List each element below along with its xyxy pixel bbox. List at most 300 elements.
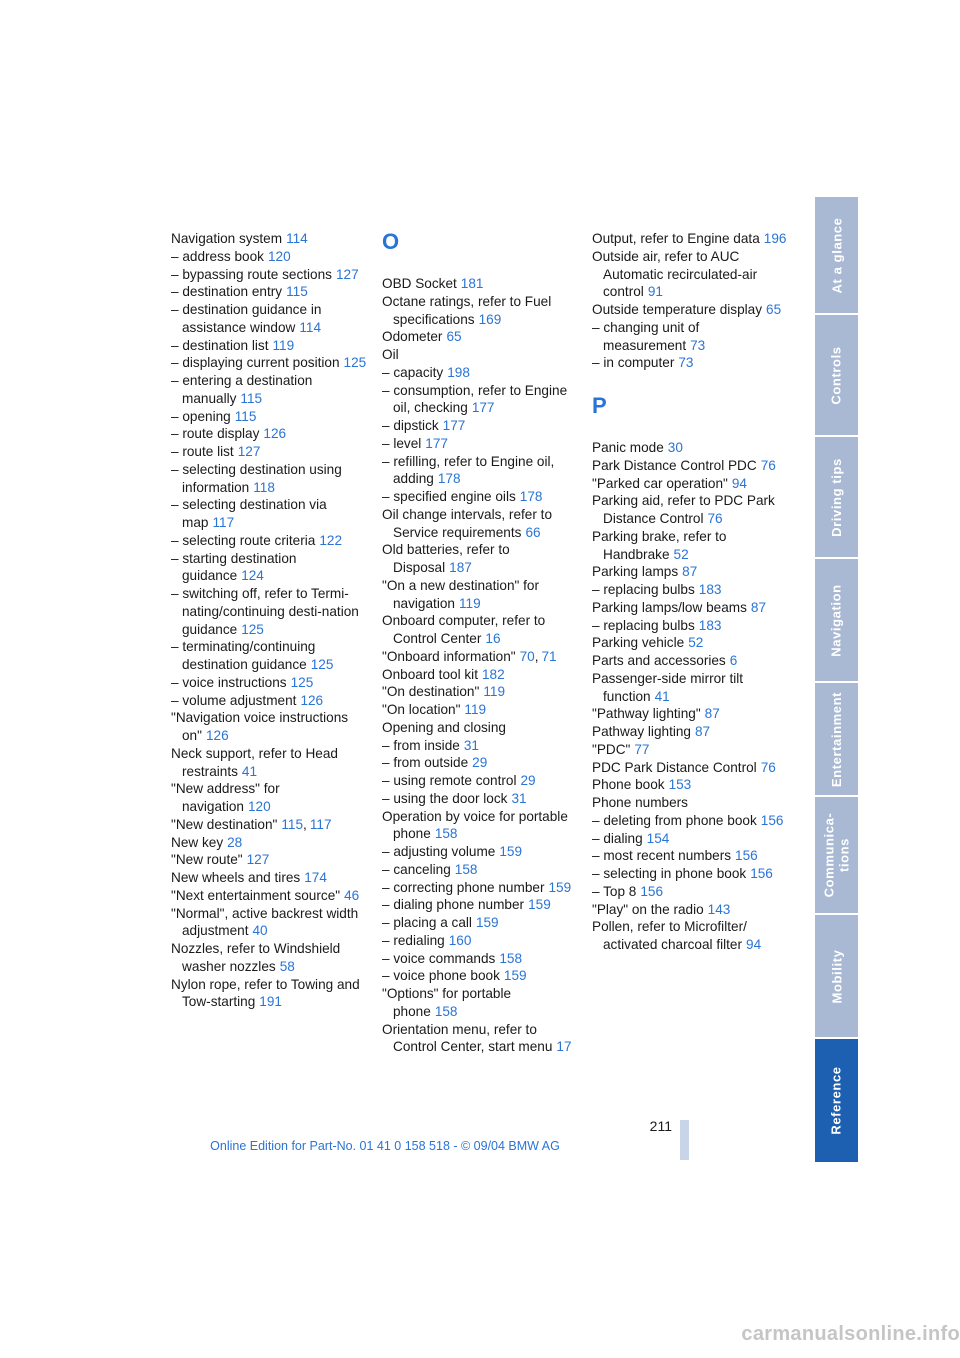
index-entry <box>171 408 367 426</box>
index-entry <box>592 670 788 706</box>
footer-edition-note: Online Edition for Part-No. 01 41 0 158 518 - © 09/04 BMW AG <box>210 1139 560 1153</box>
entry-term: – starting destination guidance <box>171 550 297 584</box>
page-reference-link[interactable]: 183 <box>698 582 722 597</box>
index-entry <box>382 541 578 577</box>
entry-term: – from inside <box>382 737 460 753</box>
page-reference-link[interactable]: 196 <box>763 231 787 246</box>
index-entry <box>171 851 367 869</box>
page-reference-link[interactable]: 156 <box>750 866 773 881</box>
page-reference-link[interactable]: 120 <box>247 799 271 814</box>
page-reference-link[interactable]: 120 <box>267 248 291 264</box>
page-reference-link[interactable]: 117 <box>212 515 235 530</box>
page-reference-link[interactable]: 94 <box>746 937 762 952</box>
entry-term: "Pathway lighting" <box>592 706 701 722</box>
index-entry <box>592 847 788 865</box>
index-entry <box>171 425 367 443</box>
index-entry <box>382 932 578 950</box>
page-reference-link[interactable]: 177 <box>471 400 495 416</box>
entry-term: – placing a call <box>382 915 472 930</box>
page-reference-link[interactable]: 181 <box>460 276 484 291</box>
index-entry <box>592 230 788 248</box>
index-entry <box>171 976 367 1012</box>
page-reference-link[interactable]: 119 <box>458 595 481 611</box>
entry-term: Operation by voice for portable phone <box>382 808 568 842</box>
page-reference-separator: , <box>534 648 539 664</box>
entry-term: Nylon rope, refer to Towing and Tow-starting <box>171 976 360 1010</box>
index-entry <box>592 439 788 457</box>
page-reference-link[interactable]: 87 <box>704 706 720 722</box>
index-entry <box>382 1021 578 1057</box>
page-reference-link[interactable]: 87 <box>682 564 698 580</box>
page-reference-link[interactable]: 159 <box>548 879 572 895</box>
entry-term: "New address" for navigation <box>171 781 280 814</box>
entry-term: – voice instructions <box>171 674 287 690</box>
page-reference-link[interactable]: 115 <box>240 390 263 406</box>
index-entry <box>592 918 788 954</box>
entry-term: New key <box>171 834 224 850</box>
index-entry <box>171 372 367 408</box>
page-reference-link[interactable]: 87 <box>695 724 711 739</box>
entry-term: – switching off, refer to Termi-nating/continuing desti-nation guidance <box>171 586 359 637</box>
chapter-tab-label: Reference <box>829 1066 844 1135</box>
index-entry <box>592 301 788 319</box>
entry-term: Navigation system <box>171 231 283 246</box>
chapter-tab-label: Driving tips <box>829 457 844 537</box>
entry-term: – dipstick <box>382 418 439 433</box>
index-entry <box>171 354 367 372</box>
page-reference-link[interactable]: 66 <box>525 524 541 540</box>
index-entry <box>592 865 788 883</box>
page-reference-link[interactable]: 125 <box>241 621 264 637</box>
entry-term: – from outside <box>382 755 469 771</box>
index-entry <box>592 652 788 670</box>
section-letter-p: P <box>592 393 607 418</box>
index-entry <box>382 382 578 418</box>
page-reference-link[interactable]: 124 <box>241 568 264 584</box>
entry-term: Phone numbers <box>592 795 688 810</box>
index-entry <box>382 275 578 293</box>
entry-term: "Onboard information" <box>382 648 516 664</box>
page-reference-link[interactable]: 126 <box>205 728 229 743</box>
page-reference-link[interactable]: 29 <box>472 755 488 771</box>
entry-term: – specified engine oils <box>382 489 516 504</box>
page-reference-link[interactable]: 73 <box>678 355 694 371</box>
entry-term: "Navigation voice instructions on" <box>171 710 349 743</box>
entry-term: – refilling, refer to Engine oil, adding <box>382 453 555 487</box>
page-reference-link[interactable]: 127 <box>246 852 270 868</box>
entry-term: Opening and closing <box>382 719 506 735</box>
index-entry <box>382 435 578 453</box>
index-entry <box>592 812 788 830</box>
chapter-tabs <box>815 197 858 1162</box>
page-reference-link[interactable]: 143 <box>707 901 731 917</box>
entry-term: Oil <box>382 347 399 362</box>
entry-term: – dialing <box>592 830 643 846</box>
entry-term: – entering a destination manually <box>171 373 313 406</box>
chapter-tab-mobility[interactable] <box>815 915 858 1037</box>
page-reference-link[interactable]: 31 <box>463 737 479 753</box>
page-reference-link[interactable]: 91 <box>647 284 663 300</box>
page-reference-link[interactable]: 158 <box>499 950 523 966</box>
page-reference-link[interactable]: 159 <box>503 968 527 984</box>
entry-term: Phone book <box>592 777 665 793</box>
entry-term: – in computer <box>592 355 675 371</box>
page-reference-link[interactable]: 178 <box>519 489 543 504</box>
chapter-tab-reference[interactable] <box>815 1039 858 1162</box>
entry-term: – changing unit of measurement <box>592 319 700 353</box>
entry-term: – opening <box>171 408 231 424</box>
entry-term: Parking brake, refer to Handbrake <box>592 528 727 562</box>
page-reference-link[interactable]: 119 <box>272 337 295 353</box>
page-reference-link[interactable]: 115 <box>281 816 304 832</box>
chapter-tab-label: Communica- tions <box>821 812 852 898</box>
page-reference-link[interactable]: 94 <box>731 475 747 491</box>
page-reference-link[interactable]: 41 <box>241 763 258 779</box>
entry-term: "PDC" <box>592 741 631 757</box>
index-entry <box>171 869 367 887</box>
page-reference-link[interactable]: 6 <box>729 653 738 668</box>
index-entry <box>592 705 788 723</box>
index-entry <box>171 301 367 337</box>
page-reference-link[interactable]: 122 <box>319 532 343 548</box>
page-reference-link[interactable]: 159 <box>528 897 551 913</box>
entry-term: "On a new destination" for navigation <box>382 577 540 611</box>
entry-term: Parking lamps <box>592 564 679 580</box>
entry-term: – Top 8 <box>592 883 637 899</box>
entry-term: – using the door lock <box>382 790 508 806</box>
page-reference-link[interactable]: 76 <box>707 511 723 526</box>
page-reference-link[interactable]: 28 <box>227 834 243 850</box>
index-entry <box>171 692 367 710</box>
page-reference-link[interactable]: 40 <box>252 923 268 939</box>
chapter-tab-at-a-glance[interactable] <box>815 197 858 313</box>
page-reference-link[interactable]: 52 <box>673 546 689 562</box>
index-entry <box>592 599 788 617</box>
page-reference-link[interactable]: 177 <box>425 435 448 451</box>
index-entry <box>382 950 578 968</box>
index-entry <box>382 666 578 684</box>
index-entry <box>382 417 578 435</box>
page-reference-link[interactable]: 198 <box>447 364 470 380</box>
index-entry <box>382 328 578 346</box>
entry-term: – deleting from phone book <box>592 812 757 828</box>
index-entry <box>592 617 788 635</box>
entry-term: "Play" on the radio <box>592 901 704 917</box>
entry-term: – capacity <box>382 364 444 380</box>
page-reference-link[interactable]: 76 <box>760 759 776 775</box>
entry-term: – selecting destination using information <box>171 461 342 495</box>
chapter-tab-controls[interactable] <box>815 315 858 435</box>
index-entry <box>382 701 578 719</box>
entry-term: Neck support, refer to Head restraints <box>171 745 338 779</box>
index-entry <box>592 634 788 652</box>
page-reference-link[interactable]: 126 <box>300 692 324 708</box>
page-reference-link[interactable]: 156 <box>760 812 784 828</box>
entry-term: "Options" for portable phone <box>382 986 512 1019</box>
page-reference-link[interactable]: 127 <box>335 266 359 282</box>
page-reference-link[interactable]: 29 <box>520 773 536 788</box>
page-reference-link[interactable]: 127 <box>237 444 261 459</box>
index-entry <box>171 496 367 532</box>
page-reference-link[interactable]: 125 <box>310 657 334 672</box>
entry-term: – level <box>382 435 422 451</box>
index-entry <box>382 985 578 1021</box>
page-reference-link[interactable]: 71 <box>541 648 557 664</box>
index-entry <box>382 453 578 489</box>
page-reference-link[interactable]: 160 <box>448 932 472 948</box>
index-entry <box>171 816 367 834</box>
page-reference-link[interactable]: 158 <box>434 826 458 842</box>
entry-term: Parts and accessories <box>592 653 726 668</box>
page-reference-link[interactable]: 125 <box>290 674 314 690</box>
entry-term: – correcting phone number <box>382 879 545 895</box>
page-reference-link[interactable]: 187 <box>449 560 472 575</box>
index-entry <box>592 457 788 475</box>
entries-p <box>592 439 788 954</box>
index-entry <box>171 745 367 781</box>
entry-term: – route display <box>171 426 260 442</box>
page-reference-link[interactable]: 119 <box>483 684 505 700</box>
entry-term: "Next entertainment source" <box>171 887 341 903</box>
page-reference-link[interactable]: 115 <box>286 284 308 300</box>
entry-term: – redialing <box>382 932 445 948</box>
entry-term: – dialing phone number <box>382 897 525 913</box>
index-entry <box>382 896 578 914</box>
chapter-tab-label: Controls <box>829 345 844 405</box>
entry-term: – route list <box>171 444 234 459</box>
entry-term: – replacing bulbs <box>592 582 695 597</box>
page-reference-link[interactable]: 156 <box>640 883 664 899</box>
entry-term: Outside temperature display <box>592 302 763 317</box>
index-entry <box>382 879 578 897</box>
entry-term: "On destination" <box>382 684 480 700</box>
index-entry <box>171 461 367 497</box>
index-entry <box>171 780 367 816</box>
entry-term: Outside air, refer to AUC Automatic recirculated-air control <box>592 248 758 300</box>
index-entry <box>592 528 788 564</box>
page-reference-link[interactable]: 73 <box>690 337 706 353</box>
index-entry <box>171 638 367 674</box>
index-entry <box>382 790 578 808</box>
entry-term: – displaying current position <box>171 355 340 371</box>
index-entry <box>592 581 788 599</box>
page-reference-link[interactable]: 118 <box>253 479 275 495</box>
entry-term: Octane ratings, refer to Fuel specifications <box>382 293 552 327</box>
chapter-tab-entertainment[interactable] <box>815 683 858 795</box>
page-reference-link[interactable]: 16 <box>485 631 501 646</box>
entries-o-continued <box>592 230 788 372</box>
page-reference-link[interactable]: 70 <box>519 648 535 664</box>
entry-term: – voice commands <box>382 950 496 966</box>
entry-term: Onboard computer, refer to Control Center <box>382 613 546 646</box>
page-reference-link[interactable]: 183 <box>698 617 722 633</box>
entry-term: – replacing bulbs <box>592 617 695 633</box>
chapter-tab-navigation[interactable] <box>815 559 858 681</box>
entry-term: Oil change intervals, refer to Service requirements <box>382 506 553 540</box>
page-reference-link[interactable]: 87 <box>750 599 767 615</box>
index-entry <box>382 861 578 879</box>
page-reference-link[interactable]: 119 <box>464 702 487 717</box>
entry-term: – bypassing route sections <box>171 266 332 282</box>
index-entry <box>382 808 578 844</box>
page-reference-link[interactable]: 178 <box>437 471 461 487</box>
index-entry <box>171 550 367 586</box>
page-reference-link[interactable]: 17 <box>556 1039 572 1055</box>
index-entry <box>592 354 788 372</box>
watermark: carmanualsonline.info <box>741 1323 960 1345</box>
index-entry <box>592 741 788 759</box>
entry-term: Orientation menu, refer to Control Center, start menu <box>382 1021 553 1055</box>
entry-term: Nozzles, refer to Windshield washer nozzles <box>171 941 341 974</box>
index-entry <box>382 719 578 737</box>
index-entry <box>382 364 578 382</box>
page-reference-link[interactable]: 115 <box>234 408 257 424</box>
page-reference-link[interactable]: 156 <box>735 848 758 864</box>
page-reference-link[interactable]: 125 <box>343 355 367 371</box>
index-entry <box>171 230 367 248</box>
page-reference-link[interactable]: 158 <box>434 1003 458 1019</box>
entry-term: "Parked car operation" <box>592 475 728 491</box>
index-entry <box>382 772 578 790</box>
entry-term: "New route" <box>171 852 243 868</box>
page-reference-link[interactable]: 31 <box>511 790 527 806</box>
index-entry <box>382 577 578 613</box>
section-letter-o: O <box>382 229 400 254</box>
page-reference-link[interactable]: 117 <box>309 816 332 832</box>
entry-term: "Normal", active backrest width adjustment <box>171 905 359 939</box>
index-entry <box>592 723 788 741</box>
index-entry <box>382 843 578 861</box>
entry-term: Parking aid, refer to PDC Park Distance Control <box>592 493 775 526</box>
entry-term: – consumption, refer to Engine oil, checking <box>382 382 568 416</box>
index-entry <box>592 759 788 777</box>
entry-term: Onboard tool kit <box>382 666 478 682</box>
chapter-tab-label: Entertainment <box>829 691 845 787</box>
index-entry <box>171 887 367 905</box>
page-reference-link[interactable]: 52 <box>688 635 704 651</box>
index-entry <box>382 914 578 932</box>
index-entry <box>592 776 788 794</box>
entry-term: – destination entry <box>171 284 283 300</box>
entry-term: – using remote control <box>382 773 517 788</box>
page-reference-link[interactable]: 158 <box>454 861 478 877</box>
index-entry <box>171 709 367 745</box>
chapter-tab-driving-tips[interactable] <box>815 437 858 557</box>
index-entry <box>171 266 367 284</box>
page-reference-link[interactable]: 191 <box>259 994 282 1010</box>
page-reference-link[interactable]: 159 <box>475 915 499 930</box>
page-reference-link[interactable]: 153 <box>668 777 692 793</box>
index-entry <box>171 532 367 550</box>
entry-term: – selecting in phone book <box>592 866 747 881</box>
entry-term: – adjusting volume <box>382 844 496 859</box>
index-entry <box>171 337 367 355</box>
entry-term: – selecting route criteria <box>171 532 316 548</box>
entry-term: Odometer <box>382 329 443 345</box>
page-reference-link[interactable]: 182 <box>481 666 505 682</box>
index-entry <box>382 506 578 542</box>
entry-term: Passenger-side mirror tilt function <box>592 670 744 704</box>
entry-term: Panic mode <box>592 440 664 455</box>
page-reference-link[interactable]: 58 <box>279 958 295 974</box>
index-entry <box>171 940 367 976</box>
index-entry <box>382 648 578 666</box>
index-entry <box>171 834 367 852</box>
page-reference-link[interactable]: 177 <box>442 418 466 433</box>
page-reference-link[interactable]: 126 <box>263 426 287 442</box>
chapter-tab-label: At a glance <box>829 217 844 293</box>
entry-term: New wheels and tires <box>171 870 301 885</box>
index-entry <box>592 901 788 919</box>
index-column-2 <box>382 230 578 1056</box>
page-reference-separator: , <box>303 816 307 832</box>
entry-term: – terminating/continuing destination guidance <box>171 639 316 672</box>
index-entry <box>171 905 367 941</box>
page-reference-link[interactable]: 77 <box>634 741 650 757</box>
index-entry <box>171 443 367 461</box>
page-reference-link[interactable]: 46 <box>344 887 360 903</box>
page-reference-link[interactable]: 30 <box>667 440 683 455</box>
entry-term: "New destination" <box>171 816 278 832</box>
entry-term: Output, refer to Engine data <box>592 231 760 246</box>
page-reference-link[interactable]: 169 <box>478 311 502 327</box>
index-entry <box>171 674 367 692</box>
index-entry <box>592 319 788 355</box>
page-reference-link[interactable]: 65 <box>446 329 462 345</box>
entry-term: – voice phone book <box>382 968 500 984</box>
page-reference-link[interactable]: 114 <box>299 319 322 335</box>
entry-term: Pathway lighting <box>592 724 691 739</box>
page-reference-link[interactable]: 76 <box>760 457 776 473</box>
index-entry <box>171 283 367 301</box>
page-reference-link[interactable]: 41 <box>654 688 670 704</box>
index-entry <box>382 683 578 701</box>
index-entry <box>592 248 788 301</box>
entry-term: – destination guidance in assistance window <box>171 302 322 335</box>
index-entry <box>171 248 367 266</box>
index-column-3 <box>592 230 788 954</box>
index-entry <box>592 492 788 528</box>
index-column-1 <box>171 230 367 1011</box>
entry-term: – selecting destination via map <box>171 497 327 530</box>
index-entry <box>592 794 788 812</box>
entry-term: OBD Socket <box>382 276 457 291</box>
page-reference-link[interactable]: 174 <box>304 870 327 885</box>
entry-term: Parking vehicle <box>592 635 685 651</box>
index-entry <box>592 883 788 901</box>
index-entry <box>382 737 578 755</box>
entry-term: Old batteries, refer to Disposal <box>382 542 510 575</box>
page-reference-link[interactable]: 114 <box>286 231 308 246</box>
index-entry <box>592 475 788 493</box>
index-entry <box>382 293 578 329</box>
entry-term: – destination list <box>171 337 269 353</box>
page-reference-link[interactable]: 159 <box>499 844 523 859</box>
index-entry <box>592 563 788 581</box>
index-entry <box>382 612 578 648</box>
page-number: 211 <box>649 1118 672 1134</box>
entry-term: – most recent numbers <box>592 848 732 864</box>
entry-term: Pollen, refer to Microfilter/ activated charcoal filter <box>592 919 747 952</box>
chapter-tab-label: Mobility <box>829 949 844 1003</box>
index-entry <box>382 346 578 364</box>
entry-term: Parking lamps/low beams <box>592 599 747 615</box>
chapter-tab-communica-tions[interactable] <box>815 797 858 913</box>
page-reference-link[interactable]: 65 <box>766 302 782 317</box>
page-reference-link[interactable]: 154 <box>646 830 670 846</box>
index-entry <box>592 830 788 848</box>
entry-term: – canceling <box>382 861 451 877</box>
